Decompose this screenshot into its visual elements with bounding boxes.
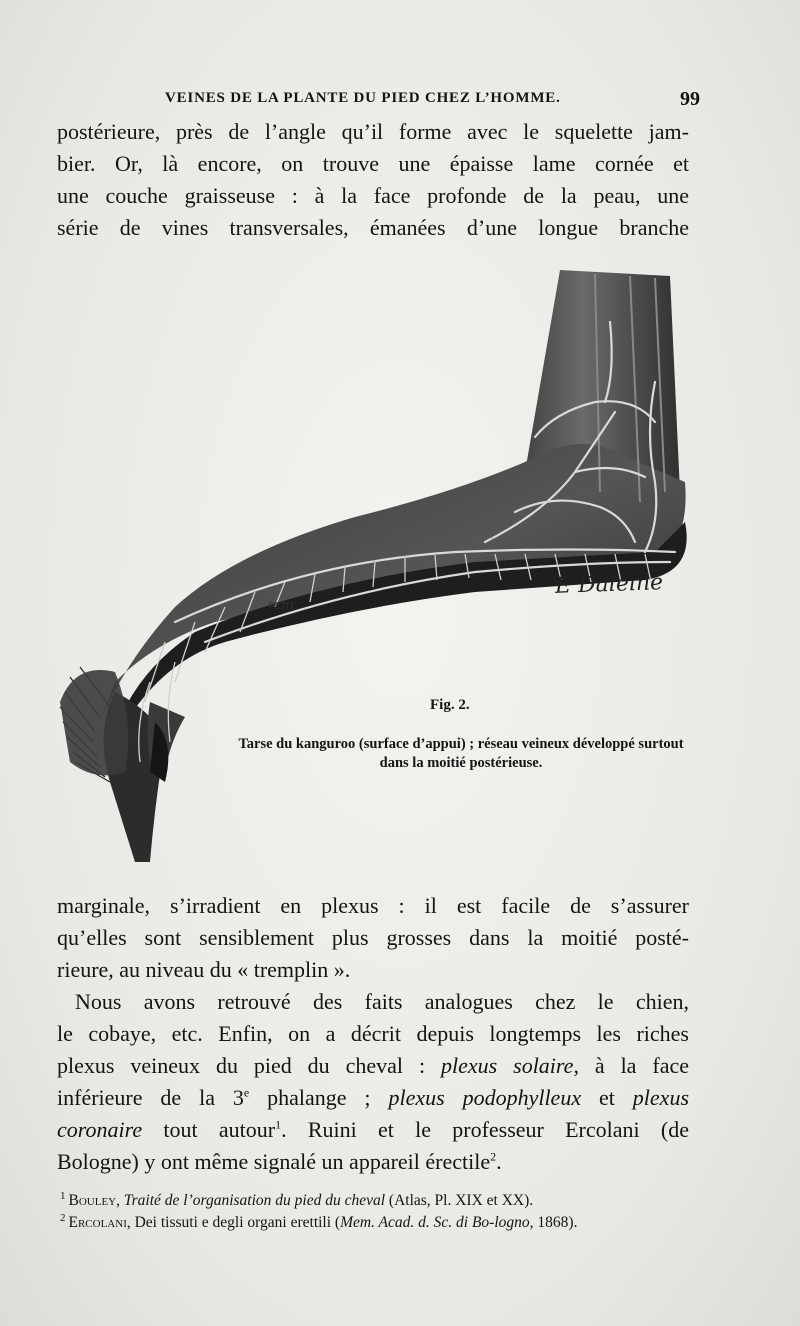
- text-line: [57, 1146, 689, 1178]
- engraver-mark: PETIT.: [268, 601, 297, 612]
- footnotes: [60, 1190, 692, 1234]
- text-run: Bologne) y ont même signalé un appareil érectile: [57, 1149, 491, 1174]
- text-line: [57, 1050, 689, 1082]
- text-run: phalange ;: [249, 1085, 389, 1110]
- footnote-ref: 2: [490, 1149, 497, 1164]
- text-line: [57, 1114, 689, 1146]
- text-line: bier. Or, là encore, on trouve une épaisse lame cornée et: [57, 151, 689, 176]
- text-line: une couche graisseuse : à la face profonde de la peau, une: [57, 183, 689, 208]
- text-line: [57, 1082, 689, 1114]
- italic-term: plexus solaire: [441, 1053, 574, 1078]
- footnote-1: $^1$ Bouley, Traité de l’organisation du pied du cheval (Atlas, Pl. XIX et XX).: [60, 1189, 534, 1209]
- page-number: 99: [680, 88, 700, 110]
- bottom-text: [57, 890, 689, 1178]
- figure-label: Fig. 2.: [430, 697, 470, 713]
- footnote-mark: 1: [60, 1189, 66, 1202]
- footnote-author: Ercolani: [68, 1214, 127, 1231]
- text-line: série de vines transversales, émanées d’une longue branche: [57, 215, 689, 240]
- footnote-text: , Dei tissuti e degli organi erettili (: [126, 1214, 341, 1231]
- italic-term: coronaire: [57, 1117, 143, 1142]
- text-run: inférieure de la 3: [57, 1085, 244, 1110]
- text-line: le cobaye, etc. Enfin, on a décrit depuis longtemps les riches: [57, 1021, 689, 1046]
- footnote-ref: 1: [275, 1117, 282, 1132]
- running-title: VEINES DE LA PLANTE DU PIED CHEZ L’HOMME.: [165, 90, 561, 106]
- text-run: , à la face: [573, 1053, 689, 1078]
- text-line: marginale, s’irradient en plexus : il est facile de s’assurer: [57, 893, 689, 918]
- footnote-author: Bouley: [68, 1192, 117, 1209]
- italic-term: plexus: [632, 1085, 689, 1110]
- footnote-text: , 1868).: [529, 1214, 578, 1231]
- text-run: et: [581, 1085, 633, 1110]
- foot-engraving-image: [55, 262, 705, 872]
- text-line: postérieure, près de l’angle qu’il forme avec le squelette jam-: [57, 119, 689, 144]
- footnote-mark: 2: [60, 1211, 66, 1224]
- footnote-text: (Atlas, Pl. XIX et XX).: [385, 1192, 534, 1209]
- paragraph: [57, 986, 689, 1178]
- italic-term: plexus podophylleux: [388, 1085, 582, 1110]
- footnote-title: Traité de l’organisation du pied du cheval: [123, 1192, 386, 1209]
- footnote-2: [60, 1212, 692, 1234]
- artist-signature: E Daleine: [554, 570, 664, 599]
- text-line: qu’elles sont sensiblement plus grosses dans la moitié posté-: [57, 925, 689, 950]
- top-paragraph: [57, 116, 689, 244]
- superscript: e: [243, 1085, 250, 1100]
- paragraph: [57, 890, 689, 986]
- text-run: tout autour: [142, 1117, 276, 1142]
- text-line: Nous avons retrouvé des faits analogues chez le chien,: [75, 989, 689, 1014]
- text-line: rieure, au niveau du « tremplin ».: [57, 957, 351, 982]
- text-run: plexus veineux du pied du cheval :: [57, 1053, 441, 1078]
- page-header: [60, 88, 700, 114]
- text-run: . Ruini et le professeur Ercolani (de: [281, 1117, 689, 1142]
- kangaroo-tarsus-illustration: [55, 262, 705, 872]
- text-run: .: [496, 1149, 502, 1174]
- footnote-journal: Mem. Acad. d. Sc. di Bo-logno: [340, 1214, 530, 1231]
- figure-caption: Tarse du kanguroo (surface d’appui) ; réseau veineux développé surtout dans la moitié postérieuse.: [238, 736, 684, 771]
